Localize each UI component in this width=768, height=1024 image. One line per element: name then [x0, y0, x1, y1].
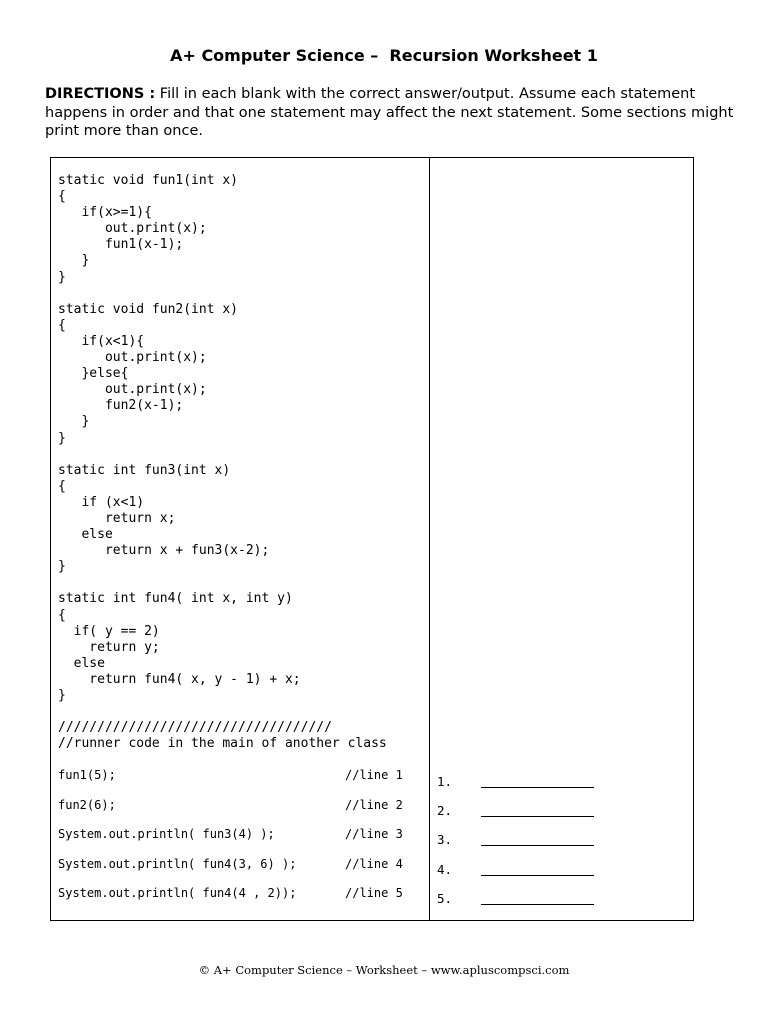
- answer-column: [437, 774, 687, 920]
- answer-row: [437, 832, 687, 861]
- runner-line: [58, 827, 418, 857]
- answer-blank[interactable]: [481, 845, 594, 846]
- code-listing: static void fun1(int x) { if(x>=1){ out.print(x); fun1(x-1); } } static void fun2(int x) { if(x<1){ out.print(x); }else{ out.print(x); fun2(x-1); } } static int fun3(int x) { if (x<1) return x; else return x + fun3(x-2); } static int fun4( int x, int y) { if( y == 2) return y; else return fun4( x, y - 1) + x; } /////////////////////////////////// //runner code in the main of another class: [58, 173, 387, 752]
- answer-blank[interactable]: [481, 816, 594, 817]
- runner-statement: System.out.println( fun4(4 , 2));: [58, 886, 297, 900]
- answer-number: 1.: [437, 774, 453, 789]
- runner-comment: //line 1: [345, 768, 403, 782]
- runner-statement: fun1(5);: [58, 768, 116, 782]
- runner-comment: //line 5: [345, 886, 403, 900]
- answer-row: [437, 803, 687, 832]
- runner-statement: System.out.println( fun3(4) );: [58, 827, 275, 841]
- worksheet-title: A+ Computer Science – Recursion Worksheet 1: [170, 46, 598, 65]
- runner-line: [58, 768, 418, 798]
- answer-number: 4.: [437, 861, 453, 877]
- answer-number: 2.: [437, 803, 453, 819]
- column-divider: [429, 158, 430, 920]
- answer-number: 5.: [437, 890, 453, 906]
- answer-row: [437, 862, 687, 891]
- runner-comment: //line 4: [345, 856, 403, 871]
- worksheet-table: [50, 157, 694, 921]
- runner-comment: //line 3: [345, 827, 403, 841]
- directions-label: DIRECTIONS :: [45, 86, 156, 102]
- answer-blank[interactable]: [481, 904, 594, 905]
- answer-row: [437, 774, 687, 803]
- runner-line: [58, 857, 418, 887]
- answer-blank[interactable]: [481, 875, 594, 876]
- runner-statement: fun2(6);: [58, 797, 116, 812]
- runner-line: [58, 886, 418, 916]
- page-footer: © A+ Computer Science – Worksheet – www.apluscompsci.com: [198, 963, 570, 977]
- directions: [45, 85, 735, 141]
- answer-number: 3.: [437, 832, 453, 848]
- answer-blank[interactable]: [481, 787, 594, 788]
- directions-text: Fill in each blank with the correct answer/output. Assume each statement happens in order and that one statement may affect the next statement. Some sections might print more than once.: [45, 86, 734, 139]
- runner-code: [58, 768, 418, 916]
- runner-line: [58, 798, 418, 828]
- answer-row: [437, 891, 687, 920]
- runner-statement: System.out.println( fun4(3, 6) );: [58, 856, 297, 871]
- runner-comment: //line 2: [345, 797, 403, 812]
